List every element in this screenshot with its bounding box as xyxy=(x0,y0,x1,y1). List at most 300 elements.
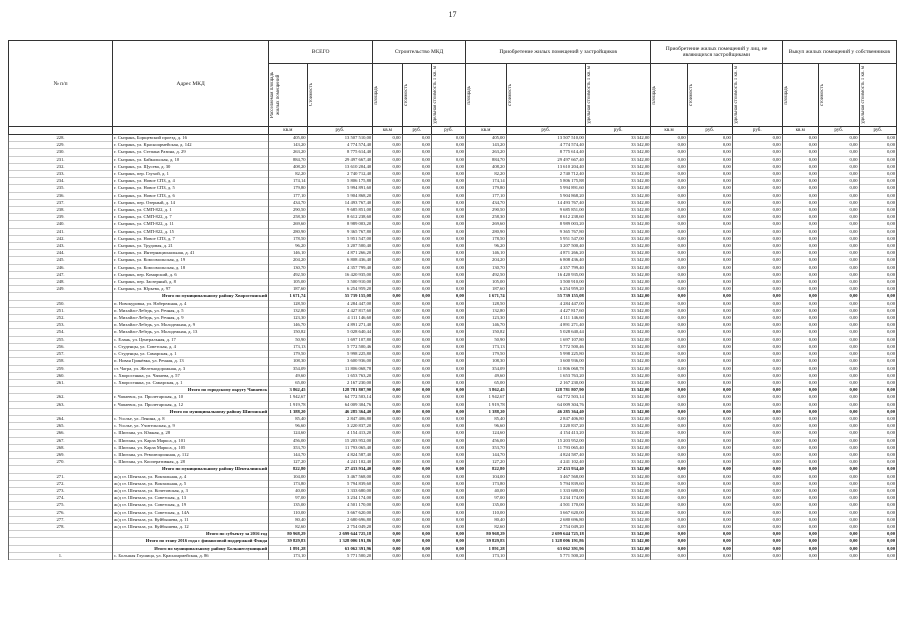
row-value: 0,00 xyxy=(431,214,465,221)
row-number: 275. xyxy=(9,502,113,509)
row-value: 0,00 xyxy=(859,466,896,473)
row-number: 238. xyxy=(9,207,113,214)
row-value: 0,00 xyxy=(732,379,782,386)
row-value: 0,00 xyxy=(687,343,732,350)
row-address: г. Сызрань, ул. СМП-822, д. 11 xyxy=(113,221,269,228)
row-value: 0,00 xyxy=(687,459,732,466)
row-value: 0,00 xyxy=(859,523,896,530)
row-value: 0,00 xyxy=(651,221,687,228)
row-value: 0,00 xyxy=(431,322,465,329)
row-number: 236. xyxy=(9,192,113,199)
row-value: 0,00 xyxy=(402,271,431,278)
row-value: 33 342,00 xyxy=(585,171,651,178)
row-value: 5 806 175,88 xyxy=(307,178,373,185)
table-row xyxy=(9,343,897,350)
row-value: 0,00 xyxy=(818,437,859,444)
row-value: 82,60 xyxy=(465,523,506,530)
row-value: 0,00 xyxy=(651,171,687,178)
row-value: 0,00 xyxy=(373,221,402,228)
row-value: 0,00 xyxy=(373,214,402,221)
row-value: 0,00 xyxy=(373,487,402,494)
row-address: г. Сызрань, ул. Новое СПЗ, д. 5 xyxy=(113,185,269,192)
row-number: 233. xyxy=(9,171,113,178)
row-value: 33 342,00 xyxy=(585,207,651,214)
row-value: 0,00 xyxy=(431,372,465,379)
row-value: 1 919,78 xyxy=(269,401,307,408)
row-value: 5 994 891,60 xyxy=(307,185,373,192)
row-value: 0,00 xyxy=(402,394,431,401)
row-value: 0,00 xyxy=(782,516,818,523)
table-row xyxy=(9,156,897,163)
row-value: 0,00 xyxy=(402,415,431,422)
row-value: 0,00 xyxy=(431,343,465,350)
row-value: 0,00 xyxy=(732,459,782,466)
row-value: 0,00 xyxy=(818,430,859,437)
row-value: 33 342,00 xyxy=(585,365,651,372)
unit-cell: кв.м xyxy=(782,127,818,135)
row-value: 33 342,00 xyxy=(585,523,651,530)
row-value: 0,00 xyxy=(373,264,402,271)
row-value: 0,00 xyxy=(818,394,859,401)
row-value: 0,00 xyxy=(859,372,896,379)
row-value: 0,00 xyxy=(402,523,431,530)
row-value: 0,00 xyxy=(859,545,896,552)
row-value: 0,00 xyxy=(782,149,818,156)
row-number: 277. xyxy=(9,516,113,523)
row-value: 0,00 xyxy=(651,322,687,329)
row-value: 0,00 xyxy=(818,156,859,163)
row-address: с. Усолье, ул. Учительская, д. 9 xyxy=(113,423,269,430)
row-value: 0,00 xyxy=(651,552,687,559)
row-value: 0,00 xyxy=(431,286,465,293)
row-value: 55 739 155,08 xyxy=(307,293,373,300)
row-value: 33 342,00 xyxy=(585,473,651,480)
row-value: 4 891 271,40 xyxy=(307,322,373,329)
row-value: 0,00 xyxy=(818,264,859,271)
row-address: с. Елань, ул. Центральная, д. 17 xyxy=(113,336,269,343)
row-value: 173,80 xyxy=(269,480,307,487)
row-value: 492,50 xyxy=(465,271,506,278)
row-value: 0,00 xyxy=(373,178,402,185)
row-value: 0,00 xyxy=(651,192,687,199)
row-value: 0,00 xyxy=(859,307,896,314)
row-value: 0,00 xyxy=(782,502,818,509)
row-value: 33 342,00 xyxy=(585,300,651,307)
row-value: 0,00 xyxy=(651,437,687,444)
row-value: 8 775 614,40 xyxy=(506,149,585,156)
row-address: ж/д ст. Шентала, ул. Куйбышева, д. 12 xyxy=(113,523,269,530)
row-value: 128 781 807,90 xyxy=(506,387,585,394)
row-value: 0,00 xyxy=(859,552,896,559)
row-value: 353,70 xyxy=(269,444,307,451)
row-value: 0,00 xyxy=(782,235,818,242)
row-value: 0,00 xyxy=(782,142,818,149)
row-value: 0,00 xyxy=(373,228,402,235)
row-address: г. Сызрань, пер. Глухой, д. 1 xyxy=(113,171,269,178)
row-value: 3 667 620,00 xyxy=(307,509,373,516)
row-value: 0,00 xyxy=(651,142,687,149)
row-value: 33 342,00 xyxy=(585,502,651,509)
row-value: 0,00 xyxy=(732,531,782,538)
row-value: 4 427 817,60 xyxy=(506,307,585,314)
row-number: 256. xyxy=(9,343,113,350)
row-value: 0,00 xyxy=(818,135,859,142)
table-row xyxy=(9,437,897,444)
row-value: 104,00 xyxy=(465,473,506,480)
row-address: Итого по городскому округу Чапаевск xyxy=(113,387,269,394)
row-value: 5 994 891,60 xyxy=(506,185,585,192)
row-value: 11 793 065,40 xyxy=(506,444,585,451)
row-value: 33 342,00 xyxy=(585,531,651,538)
row-value: 5 794 839,60 xyxy=(506,480,585,487)
row-value: 0,00 xyxy=(431,171,465,178)
row-value: 179,80 xyxy=(269,185,307,192)
row-value: 104,00 xyxy=(269,473,307,480)
row-value: 0,00 xyxy=(782,444,818,451)
sub-header: Расселяемая площадь жилых помещений xyxy=(269,64,307,127)
row-value: 2 740 712,40 xyxy=(307,171,373,178)
row-address: ж/д ст. Шентала, ул. Советская, д. 14А xyxy=(113,509,269,516)
row-address: ж/д ст. Шентала, ул. Советская, д. 19 xyxy=(113,502,269,509)
table-row xyxy=(9,199,897,206)
row-value: 0,00 xyxy=(651,286,687,293)
row-value: 0,00 xyxy=(687,163,732,170)
row-value: 33 342,00 xyxy=(585,156,651,163)
row-value: 0,00 xyxy=(402,538,431,545)
row-number: 268. xyxy=(9,444,113,451)
row-value: 0,00 xyxy=(373,495,402,502)
row-value: 0,00 xyxy=(732,473,782,480)
row-number: 1. xyxy=(9,552,113,559)
row-value: 4 357 799,40 xyxy=(307,264,373,271)
row-value: 0,00 xyxy=(818,257,859,264)
row-address: г. Сызрань, ул. Новое СПЗ, д. 6 xyxy=(113,192,269,199)
row-value: 0,00 xyxy=(373,257,402,264)
row-value: 0,00 xyxy=(859,459,896,466)
row-value: 0,00 xyxy=(859,178,896,185)
row-value: 0,00 xyxy=(687,394,732,401)
row-value: 0,00 xyxy=(687,271,732,278)
row-value: 0,00 xyxy=(651,495,687,502)
row-value: 16 420 935,00 xyxy=(506,271,585,278)
table-row xyxy=(9,509,897,516)
row-value: 0,00 xyxy=(818,300,859,307)
row-value: 0,00 xyxy=(687,502,732,509)
row-value: 63 062 391,96 xyxy=(506,545,585,552)
row-value: 0,00 xyxy=(687,135,732,142)
row-address: с. Большая Глушица, ул. Красноармейская, д. 86 xyxy=(113,552,269,559)
row-value: 33 342,00 xyxy=(585,372,651,379)
row-value: 80,40 xyxy=(269,516,307,523)
row-number: 235. xyxy=(9,185,113,192)
row-value: 0,00 xyxy=(782,451,818,458)
row-value: 33 342,00 xyxy=(585,329,651,336)
row-value: 0,00 xyxy=(373,199,402,206)
row-value: 0,00 xyxy=(431,495,465,502)
row-value: 85,40 xyxy=(465,415,506,422)
row-value: 143,20 xyxy=(269,142,307,149)
row-value: 0,00 xyxy=(373,444,402,451)
row-value: 0,00 xyxy=(859,257,896,264)
row-value: 0,00 xyxy=(859,300,896,307)
row-number: 269. xyxy=(9,451,113,458)
row-value: 33 342,00 xyxy=(585,142,651,149)
row-value: 0,00 xyxy=(687,336,732,343)
row-value: 179,50 xyxy=(269,351,307,358)
table-row xyxy=(9,235,897,242)
row-value: 0,00 xyxy=(651,207,687,214)
row-value: 0,00 xyxy=(402,228,431,235)
row-number: 231. xyxy=(9,156,113,163)
row-value: 0,00 xyxy=(732,185,782,192)
row-value: 4 154 413,20 xyxy=(506,430,585,437)
row-value: 146,10 xyxy=(465,250,506,257)
sub-header: площадь xyxy=(782,64,818,127)
row-value: 0,00 xyxy=(818,523,859,530)
table-row xyxy=(9,300,897,307)
table-row xyxy=(9,243,897,250)
row-value: 96,60 xyxy=(465,423,506,430)
row-value: 0,00 xyxy=(859,451,896,458)
row-value: 0,00 xyxy=(859,235,896,242)
row-value: 0,00 xyxy=(732,235,782,242)
row-value: 0,00 xyxy=(402,444,431,451)
row-value: 0,00 xyxy=(373,365,402,372)
row-address: Итого по муниципальному району Большеглушицкий xyxy=(113,545,269,552)
row-value: 0,00 xyxy=(687,538,732,545)
unit-cell: руб. xyxy=(732,127,782,135)
row-value: 0,00 xyxy=(782,279,818,286)
row-value: 4 427 817,60 xyxy=(307,307,373,314)
row-number: 264. xyxy=(9,415,113,422)
row-value: 0,00 xyxy=(782,473,818,480)
row-value: 0,00 xyxy=(732,343,782,350)
row-value: 0,00 xyxy=(687,379,732,386)
row-value: 0,00 xyxy=(732,466,782,473)
total-row xyxy=(9,466,897,473)
row-value: 0,00 xyxy=(402,235,431,242)
row-value: 0,00 xyxy=(687,322,732,329)
row-value: 0,00 xyxy=(859,430,896,437)
row-value: 143,20 xyxy=(465,142,506,149)
table-row xyxy=(9,322,897,329)
row-value: 884,70 xyxy=(465,156,506,163)
total-row xyxy=(9,538,897,545)
table-row xyxy=(9,365,897,372)
row-address: с. Хворостянка, ул. Самарская, д. 1 xyxy=(113,379,269,386)
row-value: 4 824 587,40 xyxy=(506,451,585,458)
row-value: 0,00 xyxy=(732,142,782,149)
row-value: 0,00 xyxy=(431,221,465,228)
row-value: 0,00 xyxy=(859,171,896,178)
row-address: с. Студенцы, ул. Советская, д. 4 xyxy=(113,343,269,350)
row-address: ж/д ст. Шентала, ул. Советская, д. 13 xyxy=(113,495,269,502)
row-value: 0,00 xyxy=(431,135,465,142)
row-value: 5 794 839,60 xyxy=(307,480,373,487)
row-value: 0,00 xyxy=(818,516,859,523)
unit-cell: кв.м xyxy=(465,127,506,135)
row-value: 0,00 xyxy=(782,545,818,552)
row-value: 0,00 xyxy=(782,336,818,343)
row-value: 123,30 xyxy=(465,315,506,322)
row-value: 0,00 xyxy=(373,149,402,156)
row-value: 0,00 xyxy=(687,142,732,149)
row-value: 173,13 xyxy=(465,343,506,350)
row-value: 0,00 xyxy=(402,516,431,523)
row-value: 0,00 xyxy=(687,423,732,430)
row-number: 247. xyxy=(9,271,113,278)
row-value: 0,00 xyxy=(782,423,818,430)
row-address: п. Михайло-Лебедь, ул. Речная, д. 9 xyxy=(113,315,269,322)
row-value: 0,00 xyxy=(782,271,818,278)
row-value: 280,90 xyxy=(465,228,506,235)
row-value: 0,00 xyxy=(373,286,402,293)
sub-header: стоимость xyxy=(687,64,732,127)
unit-cell: руб. xyxy=(585,127,651,135)
row-value: 0,00 xyxy=(732,293,782,300)
row-value: 0,00 xyxy=(431,531,465,538)
row-value: 33 342,00 xyxy=(585,466,651,473)
sub-header: удельная стоимость 1 кв. м xyxy=(859,64,896,127)
row-value: 0,00 xyxy=(782,358,818,365)
row-value: 2 699 644 725,18 xyxy=(506,531,585,538)
row-value: 0,00 xyxy=(687,437,732,444)
row-value: 0,00 xyxy=(782,257,818,264)
row-value: 1 388,20 xyxy=(269,408,307,415)
row-value: 2 167 230,00 xyxy=(307,379,373,386)
total-row xyxy=(9,531,897,538)
row-value: 0,00 xyxy=(402,214,431,221)
row-value: 1 942,67 xyxy=(269,394,307,401)
row-value: 0,00 xyxy=(431,192,465,199)
row-value: 0,00 xyxy=(402,531,431,538)
table-row xyxy=(9,336,897,343)
row-value: 0,00 xyxy=(859,415,896,422)
row-value: 0,00 xyxy=(431,365,465,372)
row-value: 0,00 xyxy=(373,156,402,163)
row-value: 0,00 xyxy=(818,250,859,257)
row-value: 27 433 934,40 xyxy=(307,466,373,473)
row-number: 255. xyxy=(9,336,113,343)
row-value: 33 342,00 xyxy=(585,135,651,142)
row-value: 0,00 xyxy=(687,243,732,250)
unit-cell: руб. xyxy=(506,127,585,135)
row-value: 4 501 170,00 xyxy=(506,502,585,509)
row-value: 0,00 xyxy=(818,379,859,386)
row-value: 280,90 xyxy=(269,228,307,235)
table-row xyxy=(9,221,897,228)
row-value: 0,00 xyxy=(431,351,465,358)
row-value: 0,00 xyxy=(859,192,896,199)
row-value: 9 685 851,00 xyxy=(307,207,373,214)
row-value: 46 285 364,40 xyxy=(506,408,585,415)
row-value: 0,00 xyxy=(859,243,896,250)
row-value: 0,00 xyxy=(687,408,732,415)
row-value: 0,00 xyxy=(687,473,732,480)
row-value: 33 342,00 xyxy=(585,509,651,516)
row-value: 97,00 xyxy=(269,495,307,502)
row-number: 261. xyxy=(9,379,113,386)
row-value: 0,00 xyxy=(651,243,687,250)
row-value: 8 989 003,20 xyxy=(307,221,373,228)
row-value: 3 500 910,00 xyxy=(506,279,585,286)
row-value: 0,00 xyxy=(818,235,859,242)
row-value: 49,60 xyxy=(465,372,506,379)
row-value: 64 772 503,14 xyxy=(506,394,585,401)
row-value: 0,00 xyxy=(431,243,465,250)
row-address: Итого по муниципальному району Хворостянский xyxy=(113,293,269,300)
row-address: г. Сызрань, ул. СМП-822, д. 7 xyxy=(113,214,269,221)
row-value: 0,00 xyxy=(732,387,782,394)
row-address: ж/д ст. Шентала, ул. Кочетовская, д. 3 xyxy=(113,487,269,494)
row-value: 33 342,00 xyxy=(585,444,651,451)
row-value: 0,00 xyxy=(373,279,402,286)
total-row xyxy=(9,408,897,415)
row-address: г. Сызрань, ул. СМП-822, д. 15 xyxy=(113,228,269,235)
row-value: 33 342,00 xyxy=(585,343,651,350)
row-value: 0,00 xyxy=(431,300,465,307)
table-row xyxy=(9,372,897,379)
row-address: с. Студенцы, ул. Самарская, д. 1 xyxy=(113,351,269,358)
row-value: 0,00 xyxy=(431,228,465,235)
row-value: 0,00 xyxy=(859,271,896,278)
row-value: 0,00 xyxy=(373,358,402,365)
row-value: 64 009 304,76 xyxy=(307,401,373,408)
row-value: 33 342,00 xyxy=(585,279,651,286)
row-value: 434,70 xyxy=(269,199,307,206)
row-value: 0,00 xyxy=(402,264,431,271)
row-value: 179,50 xyxy=(465,351,506,358)
sub-header: стоимость xyxy=(506,64,585,127)
row-value: 135,00 xyxy=(465,502,506,509)
row-value: 0,00 xyxy=(402,221,431,228)
page-number: 17 xyxy=(448,10,457,19)
row-value: 33 342,00 xyxy=(585,199,651,206)
row-value: 269,60 xyxy=(465,221,506,228)
row-value: 2 740 712,40 xyxy=(506,171,585,178)
row-value: 11 806 068,78 xyxy=(506,365,585,372)
row-value: 0,00 xyxy=(651,423,687,430)
row-value: 0,00 xyxy=(431,235,465,242)
row-value: 0,00 xyxy=(818,538,859,545)
row-value: 33 342,00 xyxy=(585,480,651,487)
row-value: 0,00 xyxy=(859,149,896,156)
row-number: 239. xyxy=(9,214,113,221)
row-value: 178,50 xyxy=(269,235,307,242)
row-value: 258,30 xyxy=(465,214,506,221)
table-row xyxy=(9,451,897,458)
row-value: 0,00 xyxy=(818,286,859,293)
row-value: 0,00 xyxy=(782,286,818,293)
row-value: 0,00 xyxy=(651,545,687,552)
row-value: 1 919,78 xyxy=(465,401,506,408)
row-value: 0,00 xyxy=(651,343,687,350)
row-value: 5 904 868,20 xyxy=(307,192,373,199)
row-number: 259. xyxy=(9,365,113,372)
row-value: 0,00 xyxy=(402,163,431,170)
row-value: 0,00 xyxy=(402,178,431,185)
row-value: 0,00 xyxy=(859,221,896,228)
row-value: 33 342,00 xyxy=(585,379,651,386)
row-number xyxy=(9,466,113,473)
row-value: 0,00 xyxy=(782,430,818,437)
row-value: 0,00 xyxy=(373,379,402,386)
row-value: 0,00 xyxy=(818,279,859,286)
row-address: г. Сызрань, ул. Комсомольская, д. 19 xyxy=(113,257,269,264)
row-value: 0,00 xyxy=(431,142,465,149)
row-value: 0,00 xyxy=(651,264,687,271)
row-value: 0,00 xyxy=(402,459,431,466)
